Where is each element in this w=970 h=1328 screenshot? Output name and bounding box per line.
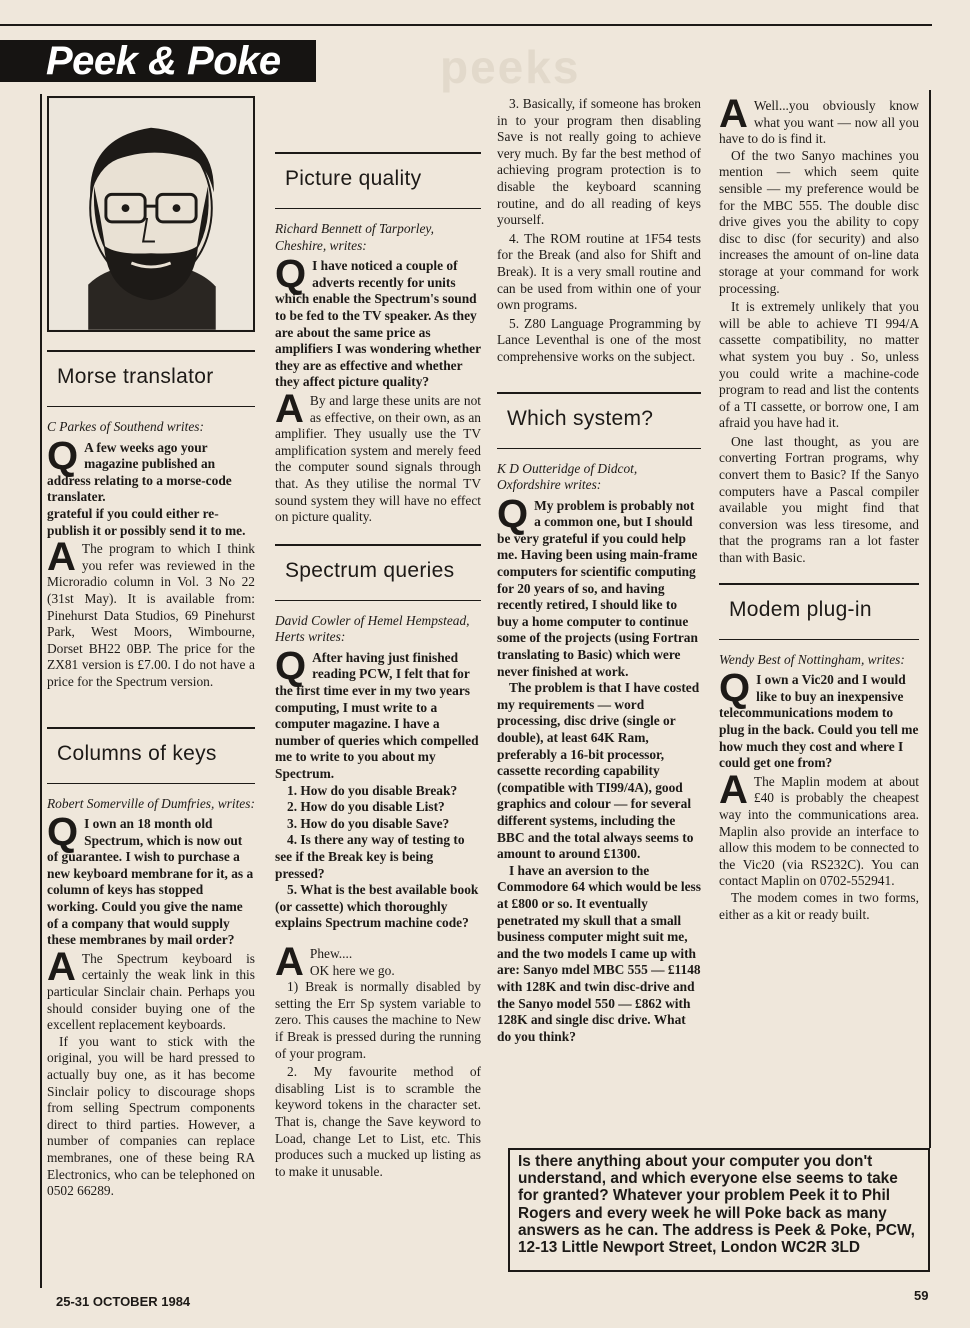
answer-paragraph: The modem comes in two forms, either as a kit or ready built. <box>719 889 919 922</box>
column-1 <box>47 96 255 1202</box>
question-body: I own a Vic20 and I would like to buy an inexpensive telecommunications modem to plug in the back. Could you tell me how much they cost and where I could get one from? <box>719 672 919 771</box>
column-2-continuation-space <box>275 96 481 142</box>
heading-columns-of-keys: Columns of keys <box>57 741 217 765</box>
section-rule <box>47 727 255 729</box>
q-drop-letter: Q <box>275 643 307 688</box>
section-rule <box>497 392 701 394</box>
a-drop-letter: A <box>275 386 304 431</box>
a-drop-letter: A <box>47 944 76 989</box>
heading-picture-quality: Picture quality <box>285 167 422 190</box>
section-rule <box>497 448 701 449</box>
answer-text <box>275 386 481 526</box>
section-rule <box>719 583 919 585</box>
byline: David Cowler of Hemel Hempstead, Herts writes: <box>275 612 470 645</box>
answer-body: The Spectrum keyboard is certainly the weak link in this particular Sinclair chain. Perhaps you should consider buying one of the excellent replacement keyboards. <box>47 950 255 1033</box>
column-3 <box>497 96 701 1045</box>
a-drop-letter: A <box>275 939 304 984</box>
answer-text <box>719 767 919 890</box>
answer-lead-2: OK here we go. <box>309 962 395 978</box>
answer-paragraph: 3. Basically, if someone has broken in to your program then disabling Save is not really going to achieve very much. By far the best method of achieving program protection is to disable the keyboard scanning routine, and do all reading of keys yourself. <box>497 96 701 228</box>
section-rule <box>275 208 481 209</box>
question-text <box>497 491 701 681</box>
a-drop-letter: A <box>719 767 748 812</box>
page-title: Peek & Poke <box>0 40 316 82</box>
q-drop-letter: Q <box>47 810 79 855</box>
question-item: 5. What is the best available book (or cassette) which thoroughly explains Spectrum machine code? <box>275 882 479 931</box>
answer-body: By and large these units are not as effective, on their own, as an amplifier. They usually use the TV amplification system and merely feed the computer sound signals through that. As they utilise the normal TV sound system they will have no effect on picture quality. <box>275 392 481 525</box>
question-text <box>47 433 255 506</box>
byline: Richard Bennett of Tarporley, Cheshire, writes: <box>275 221 434 253</box>
question-text <box>275 643 481 783</box>
q-drop-letter: Q <box>719 666 751 711</box>
answer-body: The Maplin modem at about £40 is probably the cheapest way into the communications area. Maplin also provide an interface to allow this modem to be connected to the Vic20 (via RS232C). You can contact Maplin on 0702-552941. <box>719 773 919 889</box>
heading-which-system: Which system? <box>507 406 654 430</box>
byline: Robert Somerville of Dumfries, writes: <box>47 795 255 811</box>
question-body: I have noticed a couple of adverts recently for units which enable the Spectrum's sound to be fed to the TV speaker. As they are about the same price as amplifiers I was wondering whether they are as effective and whether they affect picture quality? <box>275 258 481 390</box>
q-drop-letter: Q <box>47 433 79 478</box>
question-text-2: The problem is that I have costed my requirements — word processing, disc drive (single or double), at least 64K Ram, preferably a 16-bit processor, cassette recording capability (compatible with TI99/4A), good graphics and colour — for several different systems, including the BBC and the total always seems to amount to around £1300. <box>497 680 700 862</box>
top-rule <box>0 24 932 26</box>
promo-box: Is there anything about your computer you don't understand, and which everyone else seems to take for granted? Whatever your problem Peek it to Phil Rogers and every week he will Poke back as many answers as he can. The address is Peek & Poke, PCW, 12-13 Little Newport Street, London WC2R 3LD <box>508 1148 930 1272</box>
heading-modem-plug-in: Modem plug-in <box>729 597 872 621</box>
page-number: 59 <box>914 1288 929 1303</box>
author-photo <box>47 96 255 332</box>
question-item: 1. How do you disable Break? <box>287 782 458 798</box>
answer-text <box>719 92 919 148</box>
q-drop-letter: Q <box>275 252 307 297</box>
answer-paragraph: 5. Z80 Language Programming by Lance Leventhal is one of the most comprehensive works on the subject. <box>497 315 701 364</box>
question-text-3: I have an aversion to the Commodore 64 which would be less at £800 or so. It eventually penetrated my skull that a small business computer might suit me, and the two models I came up with are: Sanyo mdel MBC 555 — £1148 with 128K and twin disc-drive and the Sanyo model 550 — £862 with 128K and single disc drive. What do you think? <box>497 862 701 1044</box>
column-2 <box>275 96 481 1182</box>
question-text <box>719 666 919 772</box>
answer-paragraph: If you want to stick with the original, you will be hard pressed to actually buy one, as it has become Sinclair policy to discourage shops from selling Spectrum components direct to third parties. However, a number of companies can replace membranes, one of these being RA Electronics, who can be telephoned on 0502 66289. <box>47 1033 255 1199</box>
a-drop-letter: A <box>719 92 748 136</box>
answer-body: The program to which I think you refer was reviewed in the Microradio column in Vol. 3 No 22 (31st May). It is available from: Pinehurst Data Studios, 69 Pinehurst Park, West Moors, Wimbourne, Dorset BH22 0BP. The price for the ZX81 version is £7.00. I do not have a price for the Spectrum version. <box>47 541 255 689</box>
a-drop-letter: A <box>47 535 76 580</box>
author-portrait-image <box>49 98 253 330</box>
question-body: I own an 18 month old Spectrum, which is now out of guarantee. I wish to purchase a new keyboard membrane for it, as a column of keys has stopped working. Could you give the name of a company that would supply these membranes by mail order? <box>47 816 254 948</box>
question-text <box>47 810 255 949</box>
question-body: After having just finished reading PCW, I felt that for the first time ever in my two years computing, I must write to a computer magazine. I have a number of queries which compelled me to write to you about my Spectrum. <box>275 649 479 782</box>
section-rule <box>47 350 255 352</box>
heading-spectrum-queries: Spectrum queries <box>285 558 455 582</box>
question-item: 2. How do you disable List? <box>287 799 445 815</box>
section-rule <box>719 639 919 640</box>
section-rule <box>47 783 255 784</box>
answer-lead: Phew.... <box>309 945 353 961</box>
column-4 <box>719 92 919 925</box>
heading-morse-translator: Morse translator <box>57 365 214 388</box>
question-body: My problem is probably not a common one, but I should be very grateful if you could help me. Having been using main-frame computers for scientific computing for 20 years of so, and having recently retired, I should like to buy a home computer to continue some of the projects (using Fortran translating to Basic) which were never finished at work. <box>497 497 698 679</box>
question-item: 4. Is there any way of testing to see if the Break key is being pressed? <box>275 832 465 881</box>
answer-body: Well...you obviously know what you want — now all you have to do is find it. <box>719 98 919 147</box>
question-text-2: grateful if you could either re-publish it or possibly send it to me. <box>47 505 246 538</box>
footer-date: 25-31 OCTOBER 1984 <box>56 1294 191 1309</box>
left-frame-rule <box>40 94 42 1288</box>
section-rule <box>275 600 481 601</box>
section-rule <box>275 544 481 546</box>
answer-paragraph: 2. My favourite method of disabling List is to scramble the keyword tokens in the character set. That is, change the Save keyword to Load, change Let to List, etc. This produces such a mucked up listing as to make it unusable. <box>275 1064 481 1179</box>
question-body: A few weeks ago your magazine published an address relating to a morse-code translater. <box>47 439 232 505</box>
right-frame-rule <box>929 90 931 1148</box>
ghost-title: peeks <box>440 41 581 93</box>
answer-paragraph: One last thought, as you are converting Fortran programs, why convert them to Basic? If the Sanyo computers have a Pascal compiler available you might find that conversion was less tiresome, and that the programs ran a lot faster than with Basic. <box>719 433 919 566</box>
question-item: 3. How do you disable Save? <box>287 815 450 831</box>
question-text <box>275 252 481 391</box>
answer-text <box>275 939 481 984</box>
section-rule <box>275 152 481 154</box>
answer-paragraph: Of the two Sanyo machines you mention — which seem quite sensible — my preference would be for the MBC 555. The double disc drive gives you the ability to copy disc to disc (for security) and also increases the amount of on-line data storage at your command for work processing. <box>719 147 919 296</box>
q-drop-letter: Q <box>497 491 529 536</box>
byline: K D Outteridge of Didcot, Oxfordshire writes: <box>497 460 638 493</box>
answer-text <box>47 535 255 690</box>
byline: Wendy Best of Nottingham, writes: <box>719 651 905 667</box>
answer-text <box>47 944 255 1034</box>
byline: C Parkes of Southend writes: <box>47 419 204 434</box>
answer-paragraph: 4. The ROM routine at 1F54 tests for the Break (and also for Shift and Break). It is a very small routine and can be used from within one of your own programs. <box>497 230 701 313</box>
answer-paragraph: It is extremely unlikely that you will be able to achieve TI 994/A cassette compatibility, no matter what system you buy . So, unless you could write a machine-code program to read and list the contents of a TI cassette, or borrow one, I am afraid you have had it. <box>719 299 919 431</box>
section-rule <box>47 406 255 407</box>
answer-paragraph: 1) Break is normally disabled by setting the Err Sp system variable to zero. This causes the machine to New if Break is pressed during the running of your program. <box>275 979 481 1061</box>
